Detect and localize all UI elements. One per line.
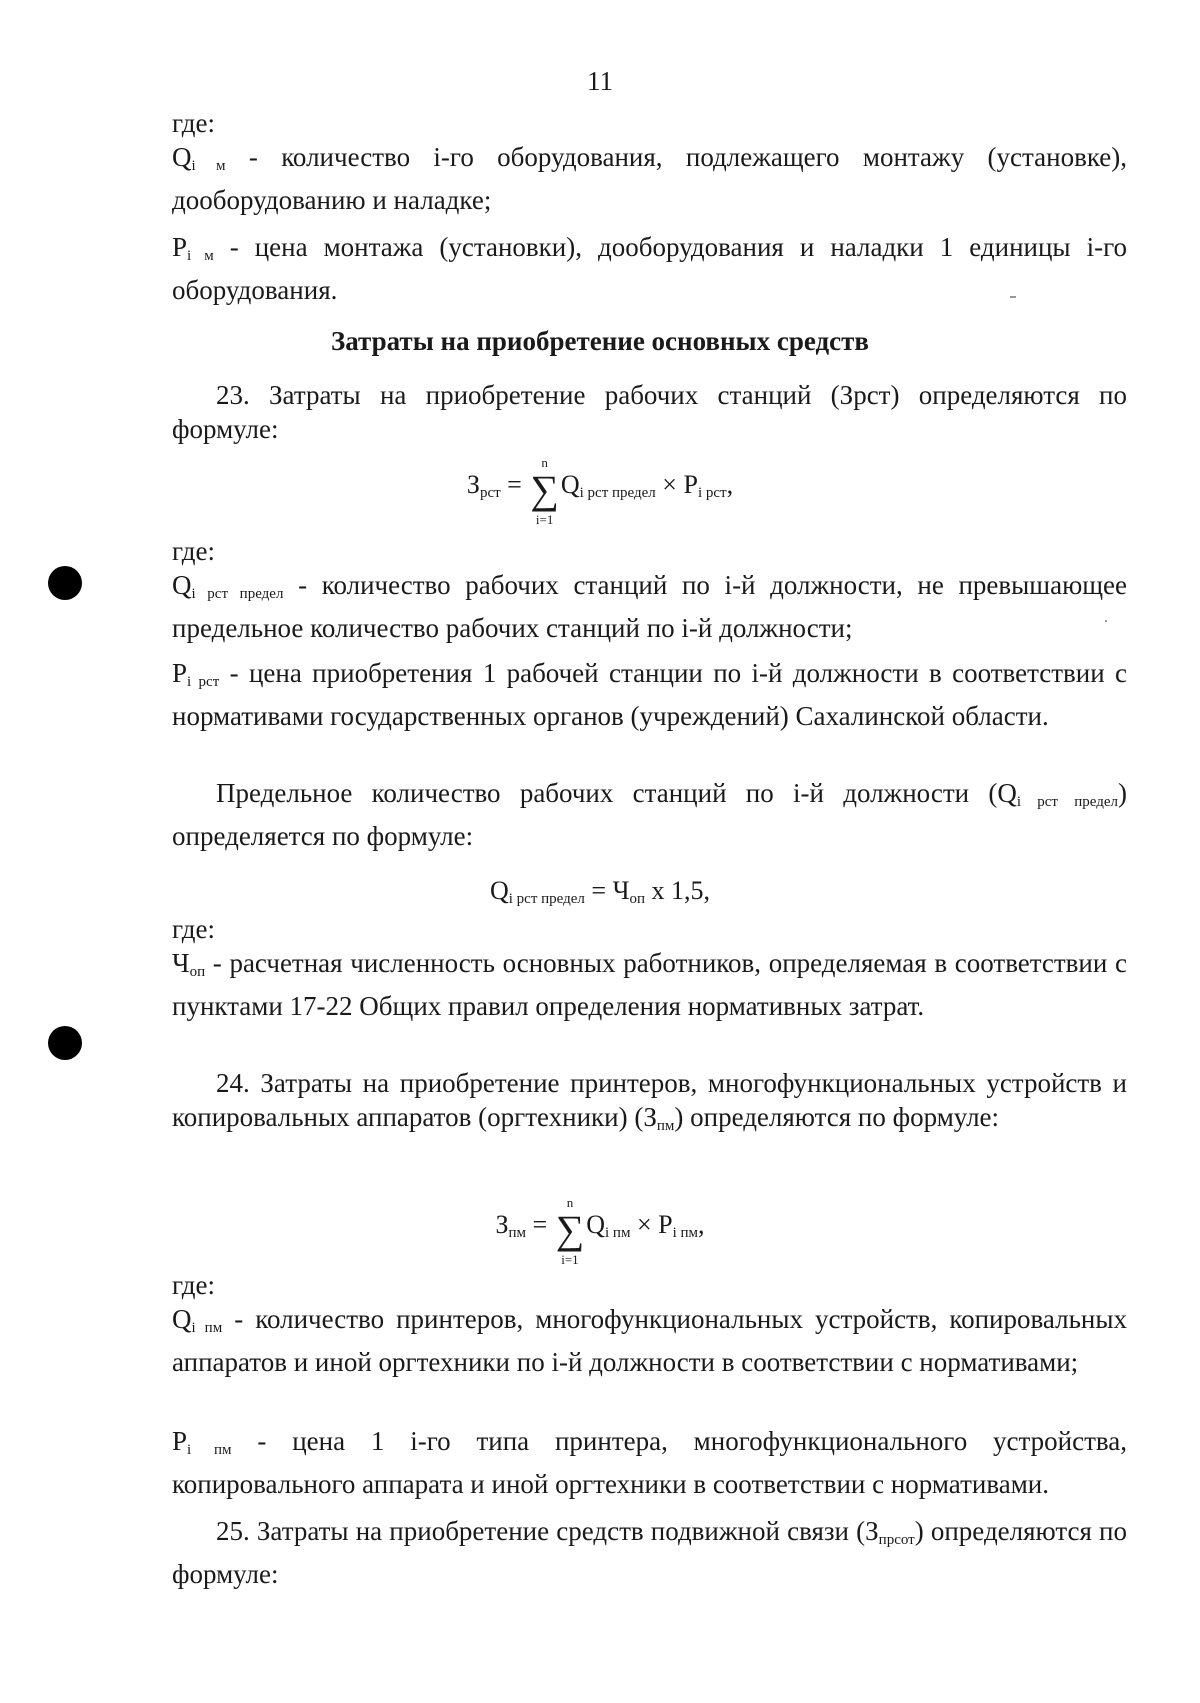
punch-hole — [48, 566, 82, 600]
paragraph-25: 25. Затраты на приобретение средств подвижной связи $(З_{прсот})$ определяются по формуле: — [172, 1516, 1127, 1589]
paragraph-24: 24. Затраты на приобретение принтеров, многофункциональных устройств и копировальных аппаратов (оргтехники) $(З_{пм})$ определяются по формуле: — [172, 1068, 1127, 1134]
definition-p-i-m: $P_{i м}$ - цена монтажа (установки), дооборудования и наладки 1 единицы i-го оборудования. — [172, 232, 1127, 305]
paragraph-23: 23. Затраты на приобретение рабочих станций (Зрст) определяются по формуле: — [172, 380, 1127, 444]
punch-hole — [48, 1026, 82, 1060]
where-label: где: — [172, 536, 215, 566]
where-label: где: — [172, 914, 215, 944]
definition-p-i-rst: $P_{i рст}$ - цена приобретения 1 рабочей станции по i-й должности в соответствии с нормативами государственных органов (учреждений) Сахалинской области. — [172, 658, 1127, 731]
sum-symbol: n ∑ i=1 — [555, 1195, 585, 1267]
page-number: 11 — [587, 66, 613, 96]
definition-q-i-m: $Q_{i м}$ - количество i-го оборудования, подлежащего монтажу (установке), дооборудованию и наладке; — [172, 142, 1127, 215]
scan-speck — [1105, 620, 1107, 622]
paragraph-limit: Предельное количество рабочих станций по i-й должности $(Q_{i рст предел})$ определяется по формуле: — [172, 778, 1127, 851]
where-label: где: — [172, 1270, 215, 1300]
formula-zpm: $З_{пм}$ = n ∑ i=1 $Q_{i пм} \times P_{i пм}$, — [495, 1195, 705, 1267]
definition-p-i-pm: $P_{i пм}$ - цена 1 i-го типа принтера, многофункционального устройства, копировального аппарата и иной оргтехники в соответствии с нормативами. — [172, 1426, 1128, 1499]
definition-q-i-rst: $Q_{i рст предел}$ - количество рабочих станций по i-й должности, не превышающее предельное количество рабочих станций по i-й должности; — [172, 570, 1127, 643]
where-label: где: — [172, 108, 215, 138]
section-heading: Затраты на приобретение основных средств — [330, 326, 870, 356]
definition-ch-op: $Ч_{оп}$ - расчетная численность основных работников, определяемая в соответствии с пунктами 17-22 Общих правил определения нормативных затрат. — [172, 948, 1127, 1021]
formula-limit: $Q_{i рст предел} = Ч_{оп}$ x 1,5, — [489, 876, 711, 907]
scan-speck — [1010, 296, 1016, 298]
formula-zrst: $З_{рст}$ = n ∑ i=1 $Q_{i рст предел} \times P_{i рст}$, — [466, 455, 734, 527]
sum-symbol: n ∑ i=1 — [530, 455, 559, 527]
definition-q-i-pm: $Q_{i пм}$ - количество принтеров, многофункциональных устройств, копировальных аппаратов и иной оргтехники по i-й должности в соответствии с нормативами; — [172, 1304, 1127, 1377]
